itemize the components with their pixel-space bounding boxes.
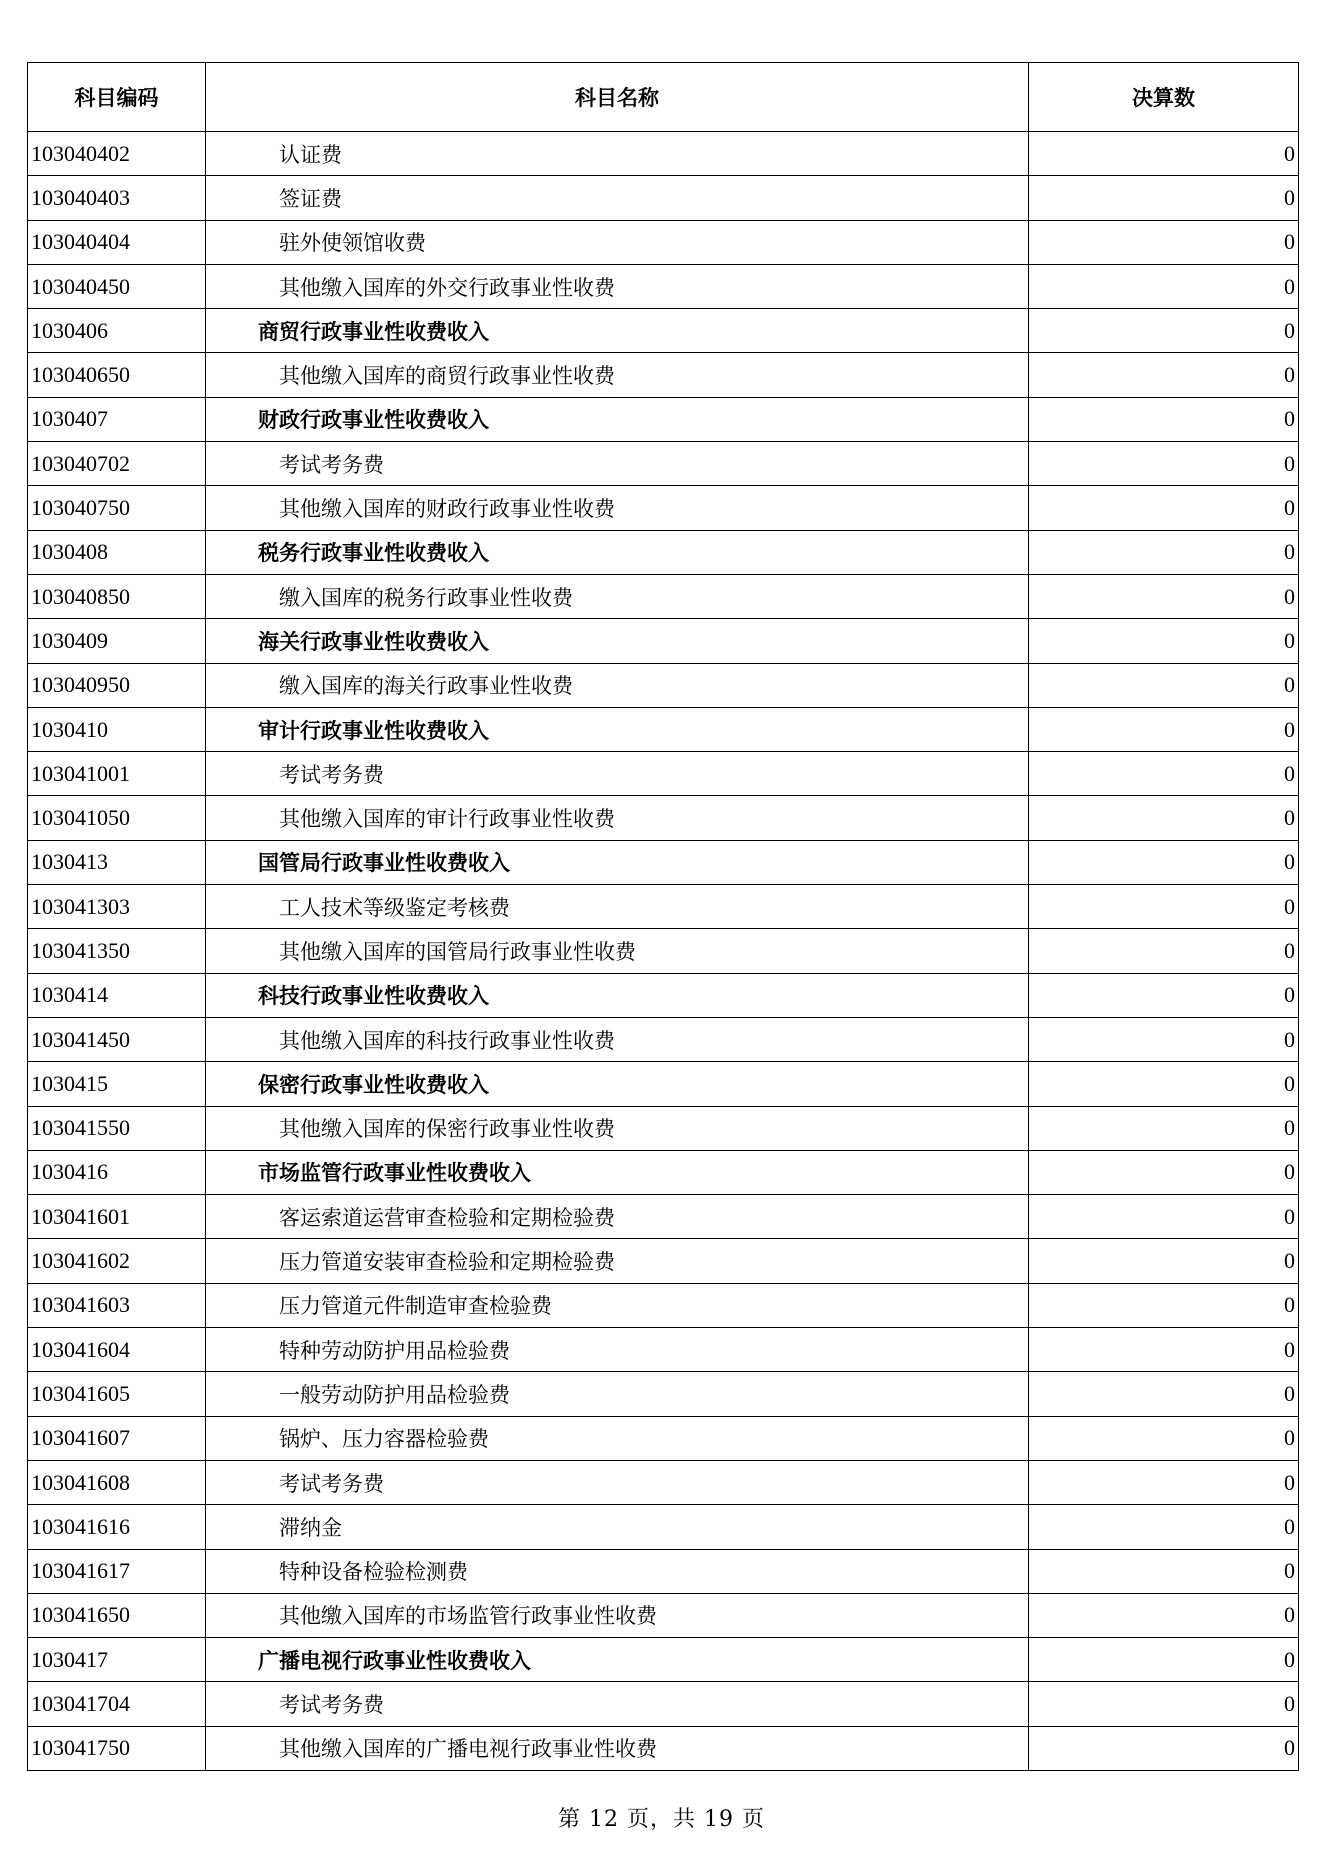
- row-name: 缴入国库的税务行政事业性收费: [206, 574, 1029, 618]
- table-row: [28, 1106, 1299, 1150]
- table-row: [28, 309, 1299, 353]
- row-name: 缴入国库的海关行政事业性收费: [206, 663, 1029, 707]
- table-row: [28, 796, 1299, 840]
- table-row: [28, 752, 1299, 796]
- row-name: 国管局行政事业性收费收入: [206, 840, 1029, 884]
- row-code: 103041050: [28, 796, 206, 840]
- row-amount: 0: [1029, 1328, 1299, 1372]
- row-amount: 0: [1029, 1549, 1299, 1593]
- row-code: 103040850: [28, 574, 206, 618]
- row-code: 103041750: [28, 1726, 206, 1770]
- row-code: 103041603: [28, 1283, 206, 1327]
- row-code: 103041450: [28, 1017, 206, 1061]
- row-code: 103040650: [28, 353, 206, 397]
- table-row: [28, 353, 1299, 397]
- row-name: 财政行政事业性收费收入: [206, 397, 1029, 441]
- row-code: 103041550: [28, 1106, 206, 1150]
- row-code: 103041704: [28, 1682, 206, 1726]
- table-row: [28, 1638, 1299, 1682]
- row-name: 签证费: [206, 176, 1029, 220]
- row-name: 认证费: [206, 132, 1029, 176]
- row-name: 考试考务费: [206, 442, 1029, 486]
- table-row: [28, 1682, 1299, 1726]
- table-row: [28, 1726, 1299, 1770]
- row-code: 103041303: [28, 885, 206, 929]
- row-amount: 0: [1029, 707, 1299, 751]
- table-row: [28, 1416, 1299, 1460]
- table-row: [28, 1505, 1299, 1549]
- row-code: 103040450: [28, 264, 206, 308]
- row-name: 其他缴入国库的广播电视行政事业性收费: [206, 1726, 1029, 1770]
- row-code: 1030406: [28, 309, 206, 353]
- row-amount: 0: [1029, 530, 1299, 574]
- table-row: [28, 132, 1299, 176]
- row-name: 一般劳动防护用品检验费: [206, 1372, 1029, 1416]
- row-code: 1030417: [28, 1638, 206, 1682]
- row-code: 1030410: [28, 707, 206, 751]
- row-name: 市场监管行政事业性收费收入: [206, 1150, 1029, 1194]
- row-code: 103041607: [28, 1416, 206, 1460]
- row-amount: 0: [1029, 309, 1299, 353]
- row-amount: 0: [1029, 1726, 1299, 1770]
- row-name: 其他缴入国库的财政行政事业性收费: [206, 486, 1029, 530]
- table-row: [28, 619, 1299, 663]
- row-amount: 0: [1029, 574, 1299, 618]
- table-row: [28, 486, 1299, 530]
- row-name: 其他缴入国库的外交行政事业性收费: [206, 264, 1029, 308]
- header-amount: 决算数: [1029, 63, 1299, 132]
- row-name: 驻外使领馆收费: [206, 220, 1029, 264]
- table-row: [28, 397, 1299, 441]
- row-name: 科技行政事业性收费收入: [206, 973, 1029, 1017]
- row-amount: 0: [1029, 397, 1299, 441]
- row-amount: 0: [1029, 973, 1299, 1017]
- table-row: [28, 1372, 1299, 1416]
- row-code: 1030415: [28, 1062, 206, 1106]
- table-row: [28, 1283, 1299, 1327]
- row-code: 103040404: [28, 220, 206, 264]
- row-code: 103041608: [28, 1460, 206, 1504]
- row-code: 103040702: [28, 442, 206, 486]
- table-row: [28, 220, 1299, 264]
- row-amount: 0: [1029, 1062, 1299, 1106]
- row-name: 税务行政事业性收费收入: [206, 530, 1029, 574]
- row-amount: 0: [1029, 1106, 1299, 1150]
- row-name: 压力管道安装审查检验和定期检验费: [206, 1239, 1029, 1283]
- row-code: 103041350: [28, 929, 206, 973]
- table-row: [28, 929, 1299, 973]
- table-row: [28, 707, 1299, 751]
- row-name: 其他缴入国库的审计行政事业性收费: [206, 796, 1029, 840]
- row-name: 商贸行政事业性收费收入: [206, 309, 1029, 353]
- row-amount: 0: [1029, 264, 1299, 308]
- table-row: [28, 1195, 1299, 1239]
- row-name: 广播电视行政事业性收费收入: [206, 1638, 1029, 1682]
- row-code: 103040403: [28, 176, 206, 220]
- row-name: 特种劳动防护用品检验费: [206, 1328, 1029, 1372]
- row-name: 其他缴入国库的科技行政事业性收费: [206, 1017, 1029, 1061]
- row-name: 其他缴入国库的国管局行政事业性收费: [206, 929, 1029, 973]
- table-row: [28, 1549, 1299, 1593]
- row-code: 103040950: [28, 663, 206, 707]
- row-name: 锅炉、压力容器检验费: [206, 1416, 1029, 1460]
- row-code: 103040402: [28, 132, 206, 176]
- table-row: [28, 1017, 1299, 1061]
- table-row: [28, 1460, 1299, 1504]
- row-code: 103041605: [28, 1372, 206, 1416]
- row-amount: 0: [1029, 1017, 1299, 1061]
- row-name: 考试考务费: [206, 1460, 1029, 1504]
- row-amount: 0: [1029, 486, 1299, 530]
- table-row: [28, 840, 1299, 884]
- row-code: 1030414: [28, 973, 206, 1017]
- table-header-row: [28, 63, 1299, 132]
- row-code: 1030408: [28, 530, 206, 574]
- row-name: 考试考务费: [206, 1682, 1029, 1726]
- row-name: 滞纳金: [206, 1505, 1029, 1549]
- row-amount: 0: [1029, 752, 1299, 796]
- table-row: [28, 442, 1299, 486]
- budget-table-container: [27, 62, 1298, 1771]
- row-name: 海关行政事业性收费收入: [206, 619, 1029, 663]
- table-row: [28, 1593, 1299, 1637]
- row-code: 103041616: [28, 1505, 206, 1549]
- row-amount: 0: [1029, 1283, 1299, 1327]
- table-row: [28, 264, 1299, 308]
- row-amount: 0: [1029, 176, 1299, 220]
- row-amount: 0: [1029, 1593, 1299, 1637]
- table-row: [28, 530, 1299, 574]
- table-row: [28, 176, 1299, 220]
- row-name: 压力管道元件制造审查检验费: [206, 1283, 1029, 1327]
- row-amount: 0: [1029, 663, 1299, 707]
- row-code: 1030407: [28, 397, 206, 441]
- row-code: 103040750: [28, 486, 206, 530]
- row-name: 特种设备检验检测费: [206, 1549, 1029, 1593]
- table-row: [28, 973, 1299, 1017]
- table-row: [28, 1150, 1299, 1194]
- row-code: 103041604: [28, 1328, 206, 1372]
- table-body: [28, 132, 1299, 1771]
- row-name: 考试考务费: [206, 752, 1029, 796]
- row-name: 客运索道运营审查检验和定期检验费: [206, 1195, 1029, 1239]
- row-name: 审计行政事业性收费收入: [206, 707, 1029, 751]
- row-code: 1030413: [28, 840, 206, 884]
- header-name: 科目名称: [206, 63, 1029, 132]
- row-amount: 0: [1029, 1195, 1299, 1239]
- table-row: [28, 663, 1299, 707]
- row-amount: 0: [1029, 1682, 1299, 1726]
- row-name: 工人技术等级鉴定考核费: [206, 885, 1029, 929]
- row-amount: 0: [1029, 1638, 1299, 1682]
- row-amount: 0: [1029, 353, 1299, 397]
- row-code: 103041617: [28, 1549, 206, 1593]
- row-amount: 0: [1029, 619, 1299, 663]
- row-amount: 0: [1029, 442, 1299, 486]
- header-code: 科目编码: [28, 63, 206, 132]
- row-code: 103041650: [28, 1593, 206, 1637]
- row-name: 其他缴入国库的商贸行政事业性收费: [206, 353, 1029, 397]
- table-row: [28, 1062, 1299, 1106]
- table-row: [28, 1239, 1299, 1283]
- row-amount: 0: [1029, 1416, 1299, 1460]
- table-row: [28, 885, 1299, 929]
- table-row: [28, 1328, 1299, 1372]
- row-amount: 0: [1029, 1372, 1299, 1416]
- row-code: 1030416: [28, 1150, 206, 1194]
- row-code: 103041001: [28, 752, 206, 796]
- row-amount: 0: [1029, 1239, 1299, 1283]
- table-row: [28, 574, 1299, 618]
- row-name: 保密行政事业性收费收入: [206, 1062, 1029, 1106]
- row-code: 103041601: [28, 1195, 206, 1239]
- row-amount: 0: [1029, 132, 1299, 176]
- row-name: 其他缴入国库的市场监管行政事业性收费: [206, 1593, 1029, 1637]
- row-amount: 0: [1029, 1505, 1299, 1549]
- row-amount: 0: [1029, 929, 1299, 973]
- row-amount: 0: [1029, 796, 1299, 840]
- row-amount: 0: [1029, 220, 1299, 264]
- row-amount: 0: [1029, 885, 1299, 929]
- row-amount: 0: [1029, 1150, 1299, 1194]
- row-name: 其他缴入国库的保密行政事业性收费: [206, 1106, 1029, 1150]
- row-amount: 0: [1029, 1460, 1299, 1504]
- row-code: 103041602: [28, 1239, 206, 1283]
- page-footer: 第 12 页，共 19 页: [558, 1807, 765, 1832]
- budget-table: [27, 62, 1299, 1771]
- row-code: 1030409: [28, 619, 206, 663]
- row-amount: 0: [1029, 840, 1299, 884]
